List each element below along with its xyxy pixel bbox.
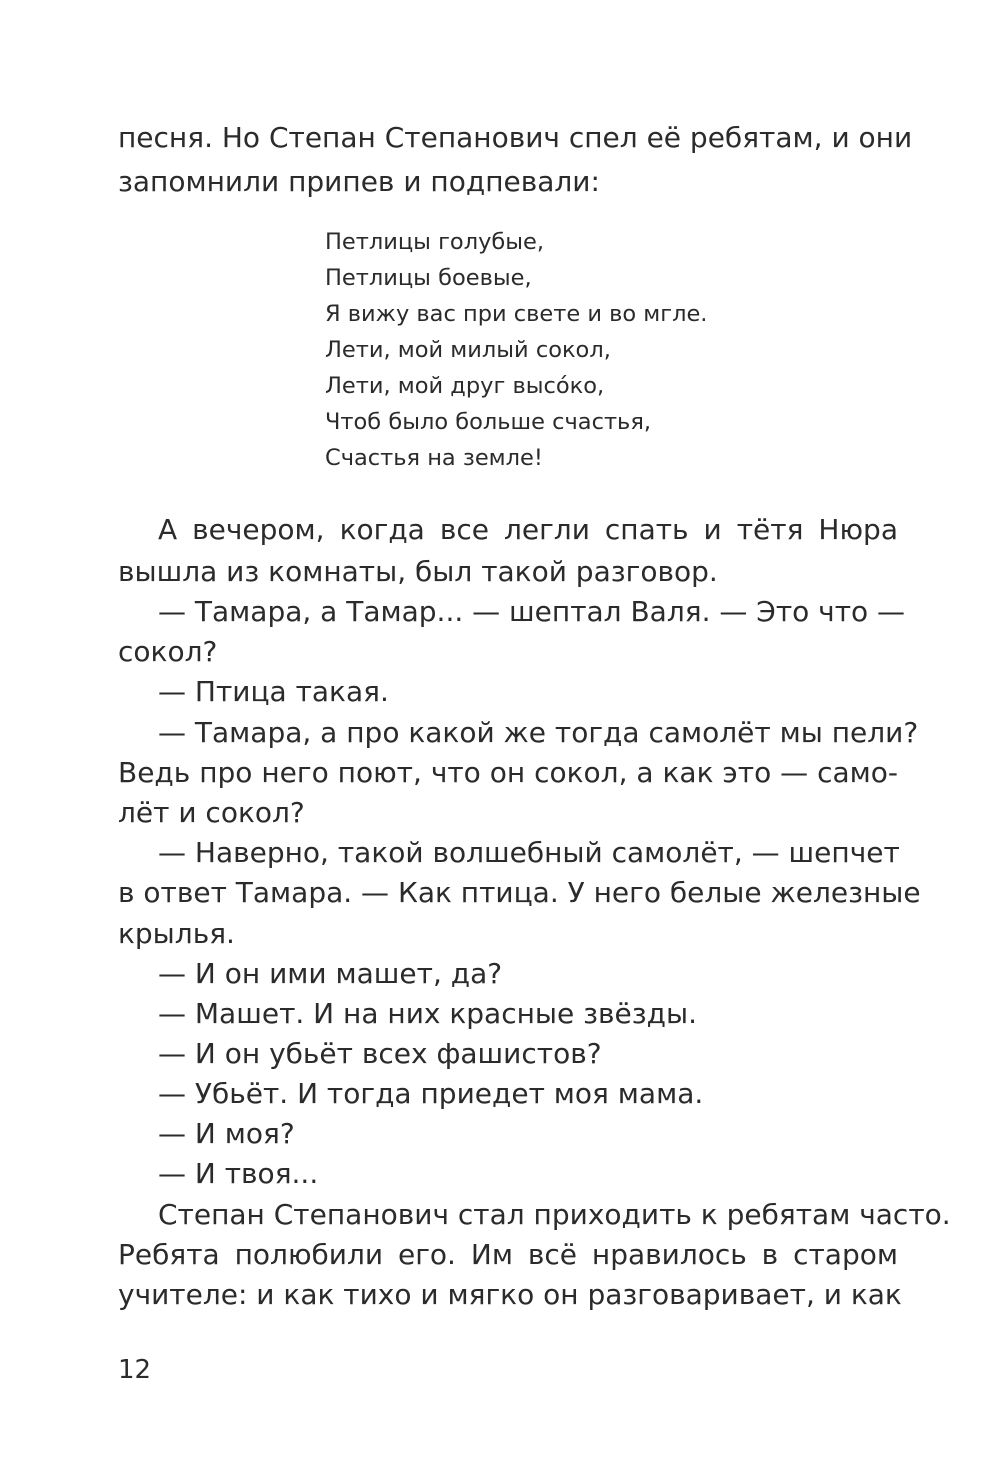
- text-line: — Тамара, а про какой же тогда самолёт мы пели?: [158, 716, 919, 749]
- verse-line: Петлицы голубые,: [325, 229, 545, 255]
- text-line: — Убьёт. И тогда приедет моя мама.: [158, 1077, 704, 1110]
- text-line: песня. Но Степан Степанович спел её ребятам, и они: [118, 121, 913, 154]
- verse-line: Счастья на земле!: [325, 445, 543, 471]
- text-line: — И он ими машет, да?: [158, 957, 503, 990]
- text-line: запомнили припев и подпевали:: [118, 165, 600, 198]
- text-line: сокол?: [118, 635, 218, 668]
- text-line: А вечером, когда все легли спать и тётя Нюра: [158, 513, 898, 546]
- text-line: — Наверно, такой волшебный самолёт, — шепчет: [158, 836, 900, 869]
- text-line: — И он убьёт всех фашистов?: [158, 1037, 602, 1070]
- page-number: 12: [118, 1355, 152, 1385]
- text-line: Ребята полюбили его. Им всё нравилось в старом: [118, 1238, 898, 1271]
- text-line: Степан Степанович стал приходить к ребятам часто.: [158, 1198, 951, 1231]
- text-line: учителе: и как тихо и мягко он разговаривает, и как: [118, 1278, 902, 1311]
- text-line: вышла из комнаты, был такой разговор.: [118, 555, 718, 588]
- verse-line: Петлицы боевые,: [325, 265, 532, 291]
- text-line: — Птица такая.: [158, 675, 389, 708]
- verse-line: Чтоб было больше счастья,: [325, 409, 652, 435]
- text-line: — Машет. И на них красные звёзды.: [158, 997, 698, 1030]
- text-line: — И моя?: [158, 1117, 295, 1150]
- verse-line: Лети, мой друг высо́ко,: [325, 373, 605, 399]
- verse-line: Я вижу вас при свете и во мгле.: [325, 301, 708, 327]
- text-line: — Тамара, а Тамар... — шептал Валя. — Это что —: [158, 595, 906, 628]
- text-line: — И твоя...: [158, 1157, 319, 1190]
- text-line: Ведь про него поют, что он сокол, а как это — само-: [118, 756, 898, 789]
- text-line: лёт и сокол?: [118, 796, 305, 829]
- text-line: крылья.: [118, 917, 235, 950]
- verse-line: Лети, мой милый сокол,: [325, 337, 611, 363]
- text-line: в ответ Тамара. — Как птица. У него белые железные: [118, 876, 921, 909]
